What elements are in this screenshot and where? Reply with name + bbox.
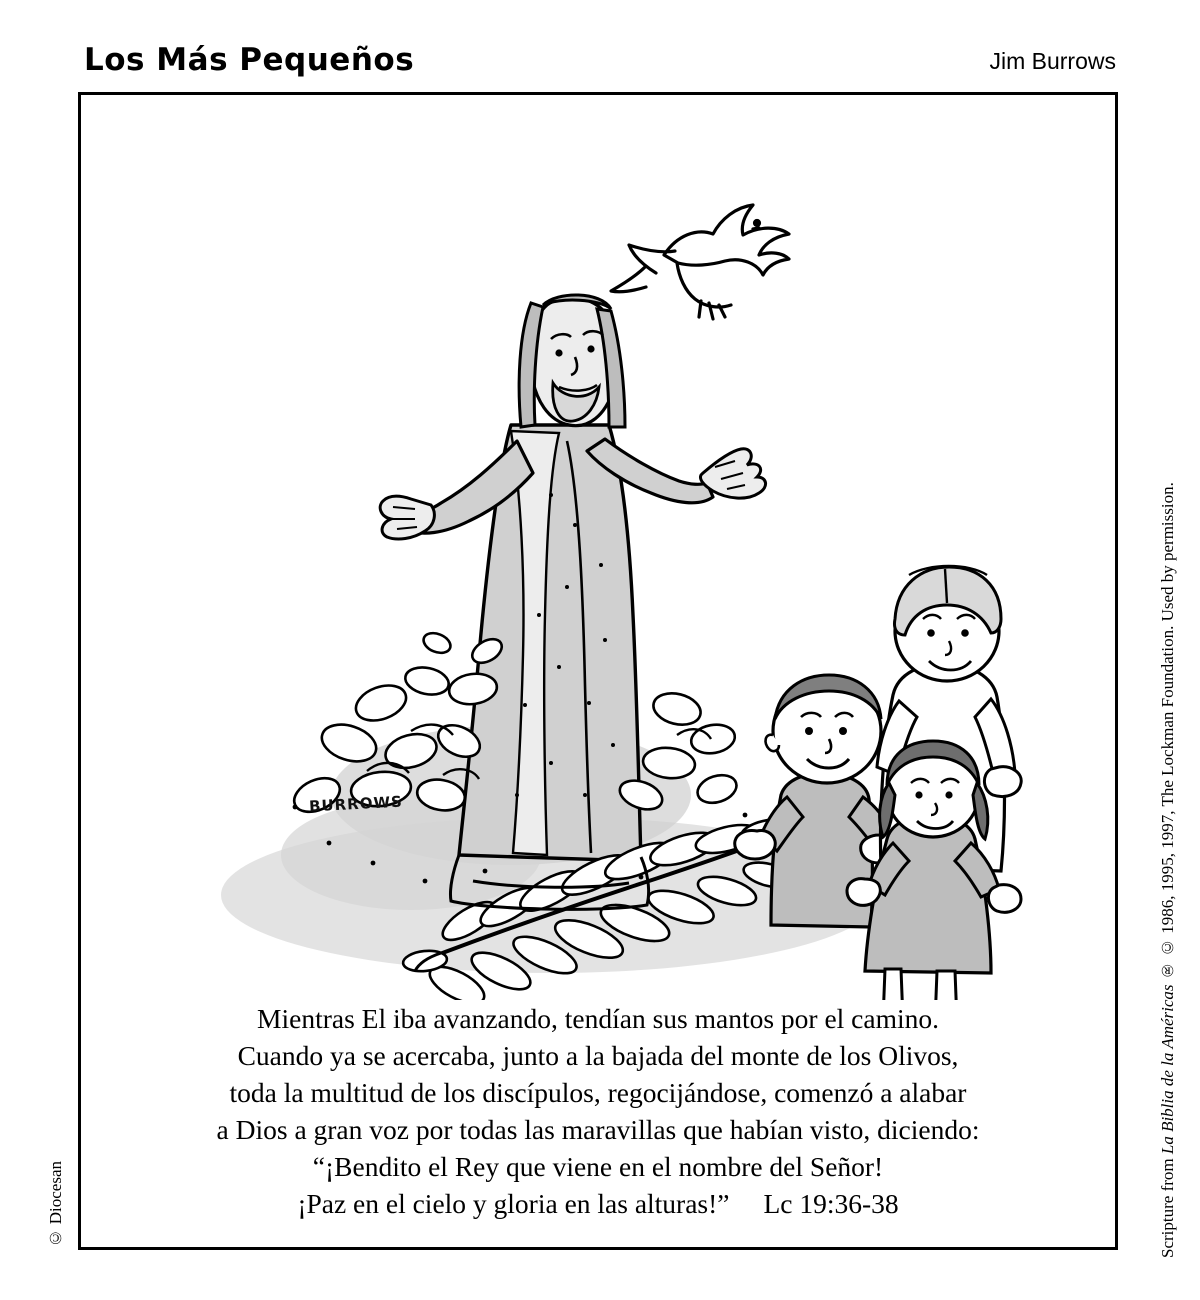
illustration bbox=[81, 95, 1115, 1000]
scripture-caption bbox=[101, 1000, 1095, 1222]
caption-line-4: a Dios a gran voz por todas las maravillas que habían visto, diciendo: bbox=[216, 1114, 980, 1145]
author-name: Jim Burrows bbox=[989, 48, 1116, 74]
scripture-credit-source: La Biblia de la Américas bbox=[1158, 984, 1177, 1155]
caption-line-6-row bbox=[101, 1185, 1095, 1222]
page-title: Los Más Pequeños bbox=[84, 42, 415, 78]
scripture-credit-prefix: Scripture from bbox=[1158, 1154, 1177, 1258]
caption-line-5: “¡Bendito el Rey que viene en el nombre del Señor! bbox=[312, 1151, 884, 1182]
caption-line-1: Mientras El iba avanzando, tendían sus mantos por el camino. bbox=[257, 1003, 939, 1034]
caption-line-3: toda la multitud de los discípulos, regocijándose, comenzó a alabar bbox=[229, 1077, 967, 1108]
publisher-credit: © Diocesan bbox=[46, 1161, 65, 1248]
comic-panel bbox=[78, 92, 1118, 1250]
scripture-credit bbox=[1156, 318, 1180, 1258]
artist-signature: BURROWS bbox=[308, 792, 404, 816]
scripture-credit-suffix: ® © 1986, 1995, 1997, The Lockman Foundation. Used by permission. bbox=[1158, 482, 1177, 985]
dove-icon bbox=[611, 205, 789, 319]
caption-line-2: Cuando ya se acercaba, junto a la bajada del monte de los Olivos, bbox=[237, 1040, 959, 1071]
page-header bbox=[0, 42, 1200, 86]
scripture-reference: Lc 19:36-38 bbox=[763, 1188, 899, 1219]
caption-line-6: ¡Paz en el cielo y gloria en las alturas!” bbox=[297, 1188, 730, 1219]
